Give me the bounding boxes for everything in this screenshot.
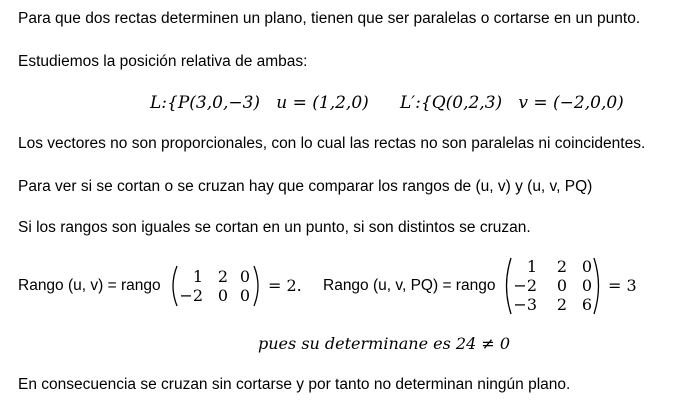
line-Lp-point: Q(0,2,3) [431, 93, 503, 113]
rank1-cell: 0 [239, 267, 250, 286]
conclusion-paragraph: En consecuencia se cruzan sin cortarse y por tanto no determinan ningún plano. [18, 376, 571, 393]
rank1-cell: −2 [179, 286, 203, 305]
rank1-cell: 2 [217, 267, 228, 286]
rank2-cell: 1 [526, 257, 537, 276]
rank1-cell: 1 [192, 267, 203, 286]
rank1-label: Rango (u, v) = rango [18, 277, 161, 294]
rule-paragraph: Si los rangos son iguales se cortan en un punto, si son distintos se cruzan. [18, 219, 531, 236]
line-L-point: P(3,0,−3) [177, 93, 261, 113]
vectors-paragraph: Los vectores no son proporcionales, con lo cual las rectas no son paralelas ni coincidentes. [18, 135, 646, 152]
rank2-cell: 0 [581, 276, 592, 295]
rank2-cell: 6 [581, 295, 592, 314]
rank1-result: = 2. [268, 276, 302, 295]
study-paragraph: Estudiemos la posición relativa de ambas: [18, 53, 308, 70]
line-L-vector: u = (1,2,0) [276, 93, 369, 113]
rank2-cell: 0 [581, 257, 592, 276]
line-L-equation [150, 92, 369, 114]
rank1-cell: 0 [239, 286, 250, 305]
rank2-cell: 2 [556, 257, 567, 276]
rank2-result: = 3 [608, 276, 637, 295]
rank1-matrix [168, 264, 264, 308]
rank1-cell: 0 [217, 286, 228, 305]
determinant-note: pues su determinane es 24 ≠ 0 [258, 334, 511, 353]
line-Lp-equation [400, 92, 624, 114]
rank2-matrix [502, 256, 604, 316]
intro-paragraph: Para que dos rectas determinen un plano, tienen que ser paralelas o cortarse en un punto. [18, 10, 641, 27]
rank2-cell: −2 [513, 276, 537, 295]
line-L-name: L:{ [150, 93, 178, 113]
rank2-cell: −3 [513, 295, 537, 314]
line-Lp-vector: v = (−2,0,0) [518, 93, 624, 113]
rank2-label: Rango (u, v, PQ) = rango [323, 277, 496, 294]
compare-paragraph: Para ver si se cortan o se cruzan hay que comparar los rangos de (u, v) y (u, v, PQ) [18, 178, 593, 195]
line-Lp-name: L′:{ [400, 93, 432, 113]
rank2-cell: 0 [556, 276, 567, 295]
rank2-cell: 2 [556, 295, 567, 314]
